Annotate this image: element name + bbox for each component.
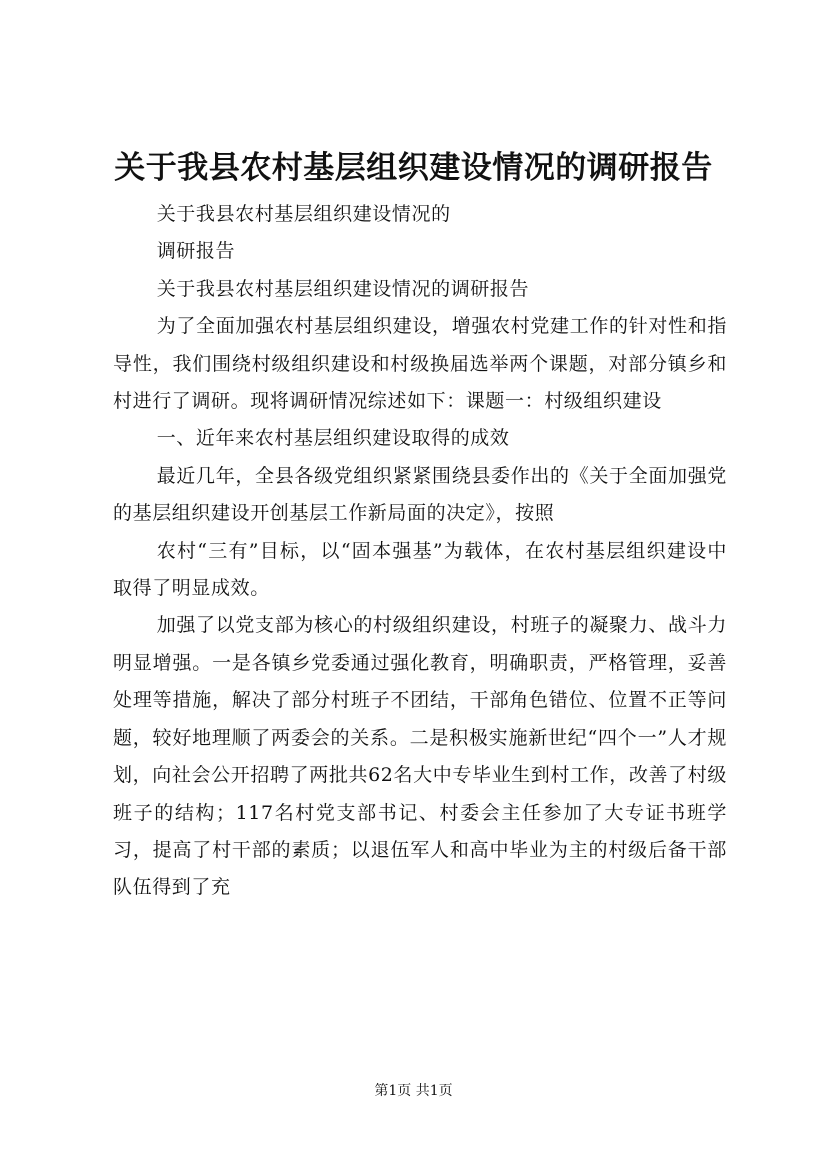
- paragraph-party-branch: 加强了以党支部为核心的村级组织建设，村班子的凝聚力、战斗力明显增强。一是各镇乡党委通过强化教育，明确职责，严格管理，妥善处理等措施，解决了部分村班子不团结，干部角色错位、位置不正等问题，较好地理顺了两委会的关系。二是积极实施新世纪“四个一”人才规划，向社会公开招聘了两批共62名大中专毕业生到村工作，改善了村级班子的结构；117名村党支部书记、村委会主任参加了大专证书班学习，提高了村干部的素质；以退伍军人和高中毕业为主的村级后备干部队伍得到了充: [113, 614, 727, 899]
- page-number-footer: 第1页 共1页: [374, 1083, 453, 1099]
- paragraph-subtitle-line-1: 关于我县农村基层组织建设情况的: [156, 203, 451, 225]
- paragraph-introduction: 为了全面加强农村基层组织建设，增强农村党建工作的针对性和指导性，我们围绕村级组织建设和村级换届选举两个课题，对部分镇乡和村进行了调研。现将调研情况综述如下：课题一：村级组织建设: [113, 315, 727, 413]
- paragraph-subtitle-line-2: 调研报告: [156, 240, 236, 263]
- section-heading-achievements: 一、近年来农村基层组织建设取得的成效: [156, 427, 510, 450]
- paragraph-three-goals: 农村“三有”目标，以“固本强基”为载体，在农村基层组织建设中取得了明显成效。: [113, 539, 727, 600]
- paragraph-repeated-title: 关于我县农村基层组织建设情况的调研报告: [156, 277, 530, 300]
- document-body: [113, 196, 727, 907]
- paragraph-recent-years: 最近几年，全县各级党组织紧紧围绕县委作出的《关于全面加强党的基层组织建设开创基层工作新局面的决定》，按照: [113, 464, 727, 525]
- document-title: 关于我县农村基层组织建设情况的调研报告: [114, 150, 713, 186]
